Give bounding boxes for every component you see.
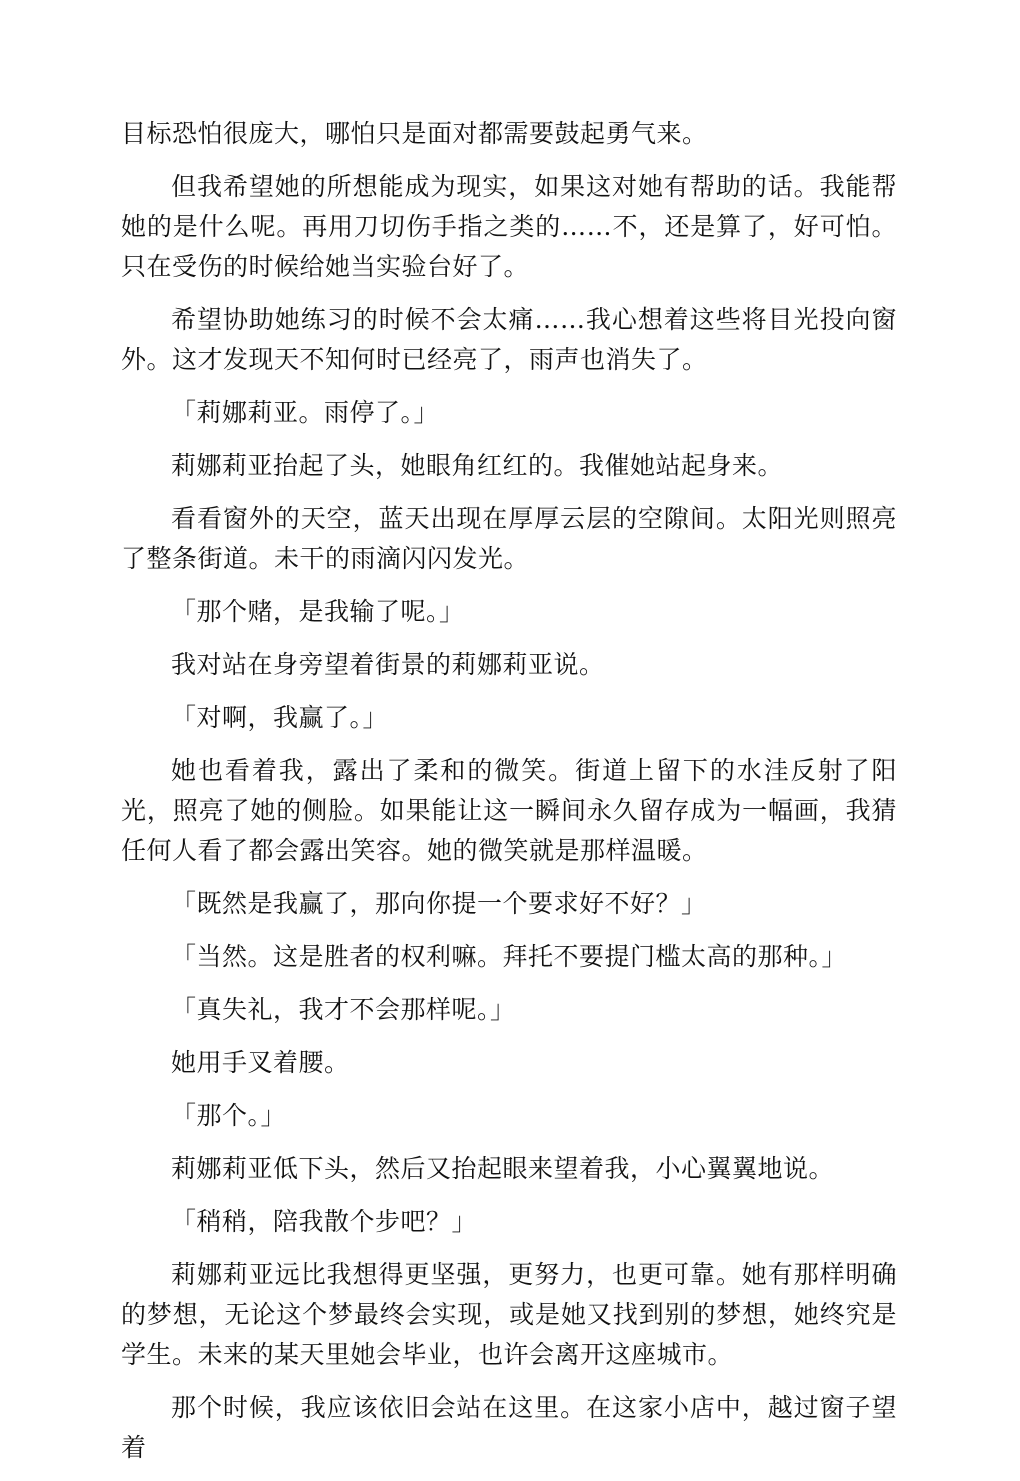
dialogue-line: 「稍稍，陪我散个步吧？」 [171,1207,478,1236]
paragraph: 那个时候，我应该依旧会站在这里。在这家小店中，越过窗子望着 [121,1393,897,1462]
paragraph: 莉娜莉亚抬起了头，她眼角红红的。我催她站起身来。 [171,451,784,480]
paragraph: 看看窗外的天空，蓝天出现在厚厚云层的空隙间。太阳光则照亮了整条街道。未干的雨滴闪闪发光。 [121,504,897,573]
dialogue-line: 「既然是我赢了，那向你提一个要求好不好？」 [171,889,707,918]
paragraph: 她用手叉着腰。 [171,1048,350,1077]
paragraph: 莉娜莉亚低下头，然后又抬起眼来望着我，小心翼翼地说。 [171,1154,835,1183]
paragraph: 但我希望她的所想能成为现实，如果这对她有帮助的话。我能帮她的是什么呢。再用刀切伤手指之类的……不，还是算了，好可怕。只在受伤的时候给她当实验台好了。 [121,172,897,281]
paragraph: 我对站在身旁望着街景的莉娜莉亚说。 [171,650,605,679]
paragraph: 莉娜莉亚远比我想得更坚强，更努力，也更可靠。她有那样明确的梦想，无论这个梦最终会实现，或是她又找到别的梦想，她终究是学生。未来的某天里她会毕业，也许会离开这座城市。 [121,1260,897,1369]
paragraph: 希望协助她练习的时候不会太痛……我心想着这些将目光投向窗外。这才发现天不知何时已经亮了，雨声也消失了。 [121,305,897,374]
dialogue-line: 「莉娜莉亚。雨停了。」 [171,398,440,427]
body-text [121,114,897,1481]
dialogue-line: 「对啊，我赢了。」 [171,703,389,732]
paragraph: 目标恐怕很庞大，哪怕只是面对都需要鼓起勇气来。 [121,119,708,148]
dialogue-line: 「真失礼，我才不会那样呢。」 [171,995,516,1024]
dialogue-line: 「那个。」 [171,1101,287,1130]
paragraph: 她也看着我，露出了柔和的微笑。街道上留下的水洼反射了阳光，照亮了她的侧脸。如果能让这一瞬间永久留存成为一幅画，我猜任何人看了都会露出笑容。她的微笑就是那样温暖。 [121,756,897,865]
dialogue-line: 「当然。这是胜者的权利嘛。拜托不要提门槛太高的那种。」 [171,942,848,971]
dialogue-line: 「那个赌，是我输了呢。」 [171,597,465,626]
